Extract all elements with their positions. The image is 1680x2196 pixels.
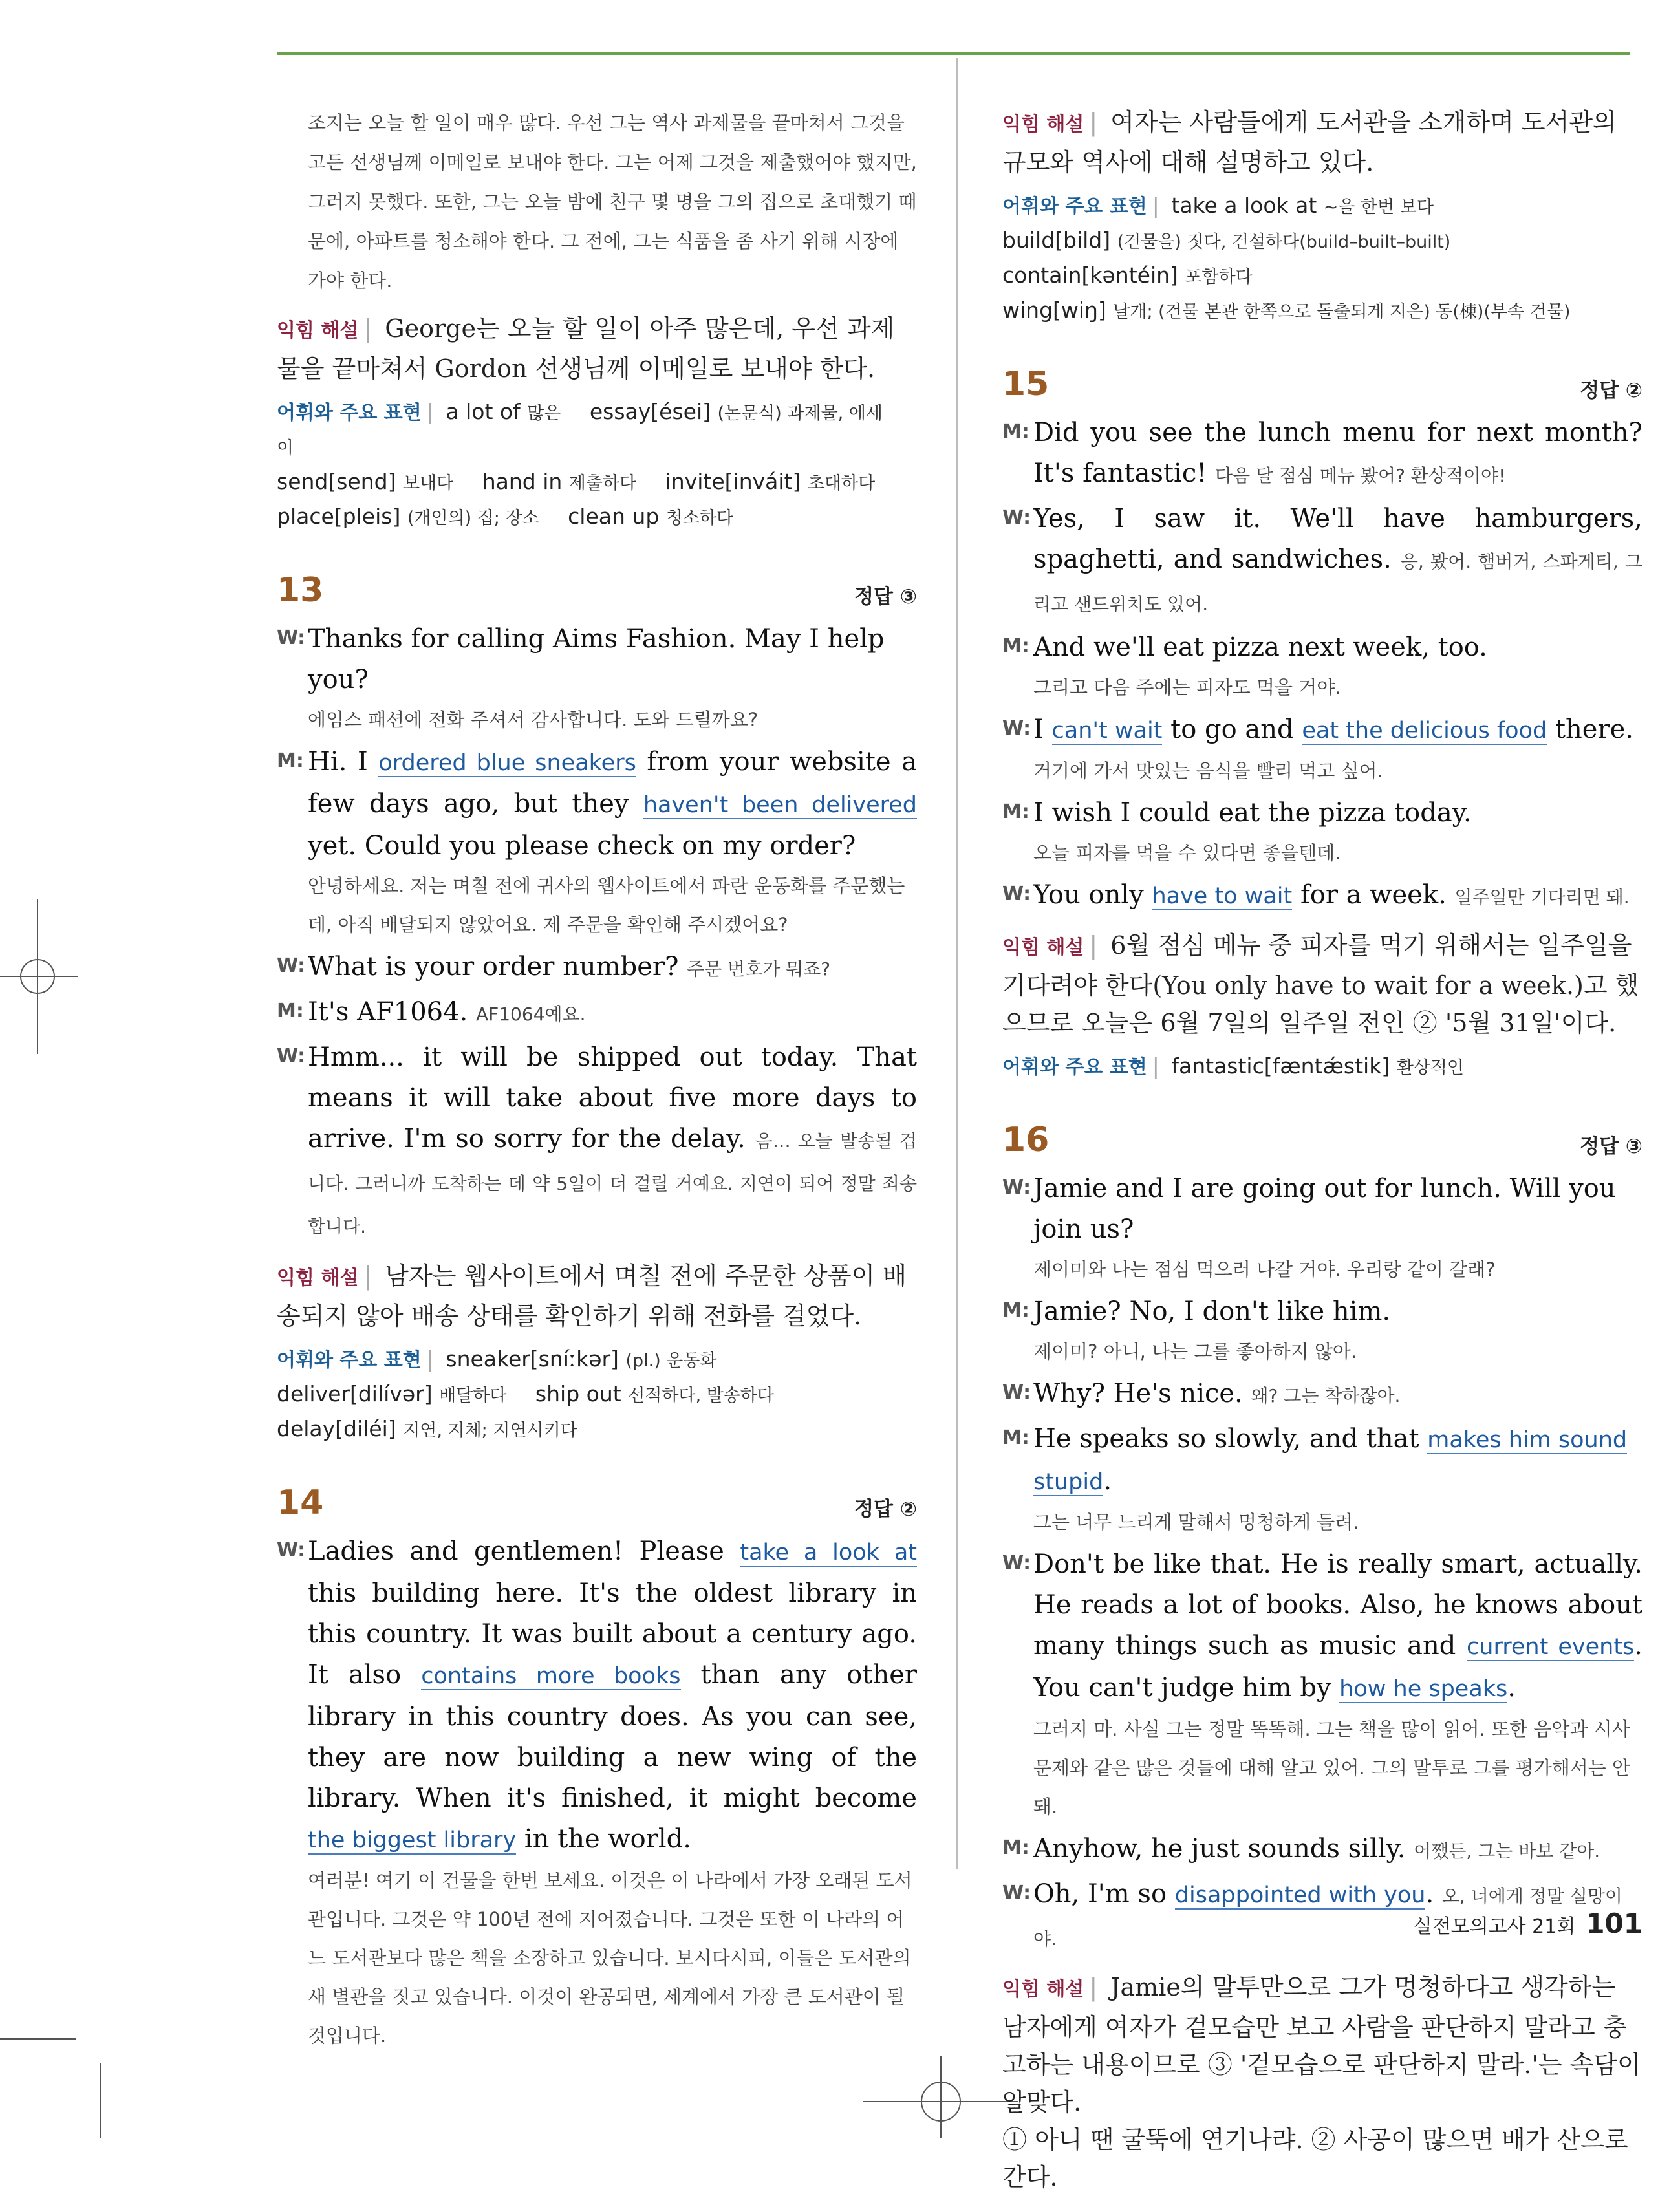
- vocab-term: deliver[dilívər]: [277, 1381, 433, 1406]
- korean-translation: 그는 너무 느리게 말해서 멍청하게 들려.: [1033, 1511, 1359, 1533]
- explanation-label: 익힘 해설: [1002, 936, 1084, 959]
- english-line: [1033, 499, 1642, 625]
- text-segment: Anyhow, he just sounds silly.: [1033, 1834, 1406, 1864]
- english-line: [308, 947, 917, 989]
- q15-explanation: 익힘 해설 | 6월 점심 메뉴 중 피자를 먹기 위해서는 일주일을 기다려야 한다(You only have to wait for a week.)고 했으므로 오늘은 6월 7일의 일주일 전인 ② '5월 31일'이다.: [1002, 931, 1639, 1037]
- text-segment: . You can't judge him by: [1033, 1631, 1642, 1703]
- english-line: And we'll eat pizza next week, too.: [1033, 632, 1487, 662]
- top-rule: [277, 52, 1630, 55]
- explanation-text: 6월 점심 메뉴 중 피자를 먹기 위해서는 일주일을 기다려야 한다(You only have to wait for a week.)고 했으므로 오늘은 6월 7일의 일주일 전인 ② '5월 31일'이다.: [1002, 931, 1639, 1037]
- column-divider: [956, 58, 958, 1869]
- korean-translation: 다음 달 점심 메뉴 봤어? 환상적이야!: [1215, 465, 1506, 486]
- english-line: [1033, 1373, 1642, 1416]
- vocab-gloss: 보내다: [402, 473, 454, 493]
- speaker-label: W:: [1002, 717, 1031, 740]
- key-phrase: ordered blue sneakers: [378, 750, 636, 776]
- q16-choices: ① 아니 땐 굴뚝에 연기나랴. ② 사공이 많으면 배가 산으로 간다.: [1002, 2126, 1628, 2191]
- vocab-term: fantastic[fæntǽstik]: [1171, 1053, 1390, 1079]
- vocab-gloss: (건물을) 짓다, 건설하다(build–built–built): [1117, 232, 1451, 252]
- english-line: I wish I could eat the pizza today.: [1033, 798, 1472, 828]
- speaker-label: W:: [277, 954, 306, 977]
- q14-explanation: 익힘 해설 | 여자는 사람들에게 도서관을 소개하며 도서관의 규모와 역사에 대해 설명하고 있다.: [1002, 108, 1617, 177]
- korean-translation: 오늘 피자를 먹을 수 있다면 좋을텐데.: [1033, 842, 1341, 864]
- dialogue-turn: [1002, 1291, 1642, 1371]
- dialogue-turn: [277, 1037, 917, 1247]
- q12-translation: 조지는 오늘 할 일이 매우 많다. 우선 그는 역사 과제물을 끝마쳐서 그것을 고든 선생님께 이메일로 보내야 한다. 그는 어제 그것을 제출했어야 했지만, 그러지 못했다. 또한, 그는 오늘 밤에 친구 몇 명을 그의 집으로 초대했기 때문에, 아파트를 청소해야 한다. 그 전에, 그는 식품을 좀 사기 위해 시장에 가야 한다.: [308, 112, 917, 292]
- text-segment: .: [1103, 1466, 1112, 1496]
- vocab-gloss: 배달하다: [439, 1386, 507, 1406]
- vocab-gloss: (pl.) 운동화: [625, 1351, 717, 1371]
- english-line: [1033, 413, 1642, 496]
- dialogue-turn: [1002, 499, 1642, 625]
- key-phrase: makes him sound stupid: [1033, 1427, 1628, 1495]
- text-segment: You only: [1033, 880, 1144, 910]
- korean-translation: 어쨌든, 그는 바보 같아.: [1414, 1840, 1600, 1862]
- q14-vocab: 어휘와 주요 표현 | take a look at ~을 한번 보다 build[bild] (건물을) 짓다, 건설하다(build–built–built) contain[kəntéin] 포함하다 wing[wiŋ] 날개; (건물 본관 한쪽으로 돌출되게 지은) 동(棟)(부속 건물): [1002, 193, 1571, 323]
- text-segment: I: [1033, 715, 1044, 744]
- korean-translation: 제이미? 아니, 나는 그를 좋아하지 않아.: [1033, 1340, 1357, 1362]
- page-footer: [1414, 1908, 1642, 1939]
- crop-mark-left: [0, 899, 78, 1054]
- q12-vocab: 어휘와 주요 표현 | a lot of 많은 essay[ései] (논문식) 과제물, 에세이 send[send] 보내다 hand in 제출하다 invite[inváit] 초대하다 place[pleis] (개인의) 집; 장소 clean up 청소하다: [277, 399, 883, 529]
- dialogue-turn: [1002, 1168, 1642, 1289]
- explanation-label: 익힘 해설: [277, 1267, 359, 1289]
- key-phrase: eat the delicious food: [1302, 718, 1547, 744]
- vocab-term: wing[wiŋ]: [1002, 297, 1106, 323]
- speaker-label: W:: [277, 1539, 306, 1562]
- korean-translation: 음… 오늘 발송될 겁니다. 그러니까 도착하는 데 약 5일이 더 걸릴 거예요. 지연이 되어 정말 죄송합니다.: [308, 1130, 917, 1237]
- text-segment: Ladies and gentlemen! Please: [308, 1536, 724, 1566]
- vocab-term: essay[ései]: [589, 399, 711, 424]
- text-segment: Did you see the lunch menu for next month? It's fantastic!: [1033, 418, 1642, 488]
- korean-translation: 그러지 마. 사실 그는 정말 똑똑해. 그는 책을 많이 읽어. 또한 음악과 시사 문제와 같은 많은 것들에 대해 알고 있어. 그의 말투로 그를 평가해서는 안 돼.: [1033, 1718, 1631, 1818]
- text-segment: Don't be like that. He is really smart, actually. He reads a lot of books. Also, he knows about many things such as music and: [1033, 1549, 1642, 1661]
- vocab-gloss: 지연, 지체; 지연시키다: [403, 1421, 577, 1441]
- vocab-term: delay[diléi]: [277, 1416, 396, 1441]
- english-line: Thanks for calling Aims Fashion. May I help you?: [308, 624, 885, 694]
- explanation-label: 익힘 해설: [277, 319, 359, 342]
- english-line: [1033, 1419, 1642, 1503]
- dialogue-turn: [1002, 627, 1642, 707]
- dialogue-turn: [277, 1531, 917, 2055]
- speaker-label: W:: [1002, 506, 1031, 529]
- answer-label: 정답 ②: [1580, 379, 1642, 402]
- question-number: 13: [277, 571, 324, 610]
- dialogue-turn: [1002, 1829, 1642, 1871]
- vocab-term: place[pleis]: [277, 504, 401, 529]
- vocab-gloss: 제출하다: [568, 473, 637, 493]
- speaker-label: W:: [1002, 1176, 1031, 1199]
- dialogue-turn: [1002, 1419, 1642, 1542]
- vocab-term: hand in: [482, 469, 563, 494]
- key-phrase: disappointed with you: [1174, 1882, 1426, 1908]
- dialogue-turn: [1002, 413, 1642, 496]
- text-segment: Hi. I: [308, 747, 368, 777]
- explanation-label: 익힘 해설: [1002, 1978, 1084, 2001]
- vocab-label: 어휘와 주요 표현: [1002, 1056, 1147, 1079]
- korean-translation: 거기에 가서 맛있는 음식을 빨리 먹고 싶어.: [1033, 760, 1383, 782]
- korean-translation: 에임스 패션에 전화 주셔서 감사합니다. 도와 드릴까요?: [308, 709, 759, 731]
- korean-translation: 오, 너에게 정말 실망이야.: [1033, 1886, 1622, 1950]
- vocab-term: build[bild]: [1002, 228, 1111, 253]
- speaker-label: M:: [277, 749, 304, 772]
- vocab-gloss: (논문식) 과제물, 에세이: [277, 404, 883, 458]
- text-segment: yet. Could you please check on my order?: [308, 831, 856, 861]
- speaker-label: M:: [1002, 1836, 1029, 1859]
- explanation-label: 익힘 해설: [1002, 113, 1084, 136]
- vocab-label: 어휘와 주요 표현: [277, 1349, 422, 1372]
- korean-translation: 그리고 다음 주에는 피자도 먹을 거야.: [1033, 676, 1341, 698]
- vocab-gloss: 초대하다: [807, 473, 876, 493]
- english-line: Jamie and I are going out for lunch. Will you join us?: [1033, 1174, 1616, 1244]
- dialogue-turn: [277, 619, 917, 739]
- q16-header: [1002, 1121, 1642, 1166]
- vocab-gloss: 청소하다: [665, 508, 734, 528]
- vocab-label: 어휘와 주요 표현: [277, 402, 422, 424]
- vocab-gloss: (개인의) 집; 장소: [407, 508, 539, 528]
- korean-translation: AF1064예요.: [475, 1004, 586, 1025]
- english-line: [1033, 709, 1642, 751]
- text-segment: .: [1507, 1673, 1516, 1703]
- answer-label: 정답 ③: [1580, 1135, 1642, 1158]
- korean-translation: 제이미와 나는 점심 먹으러 나갈 거야. 우리랑 같이 갈래?: [1033, 1258, 1496, 1280]
- speaker-label: W:: [1002, 883, 1031, 905]
- text-segment: there.: [1555, 715, 1633, 744]
- vocab-term: take a look at: [1171, 193, 1317, 218]
- speaker-label: M:: [1002, 1299, 1029, 1322]
- dialogue-turn: [277, 992, 917, 1035]
- question-number: 15: [1002, 365, 1050, 404]
- question-number: 16: [1002, 1121, 1050, 1159]
- explanation-text: 남자는 웹사이트에서 며칠 전에 주문한 상품이 배송되지 않아 배송 상태를 확인하기 위해 전화를 걸었다.: [277, 1262, 907, 1330]
- vocab-label: 어휘와 주요 표현: [1002, 195, 1147, 218]
- vocab-term: invite[inváit]: [665, 469, 801, 494]
- text-segment: Why? He's nice.: [1033, 1379, 1243, 1408]
- speaker-label: M:: [1002, 1426, 1029, 1449]
- speaker-label: W:: [277, 1045, 306, 1068]
- q13-explanation: 익힘 해설 | 남자는 웹사이트에서 며칠 전에 주문한 상품이 배송되지 않아 배송 상태를 확인하기 위해 전화를 걸었다.: [277, 1262, 907, 1330]
- text-segment: Oh, I'm so: [1033, 1879, 1167, 1909]
- speaker-label: M:: [277, 1000, 304, 1022]
- dialogue-turn: [277, 742, 917, 944]
- korean-translation: 왜? 그는 착하잖아.: [1251, 1385, 1401, 1406]
- explanation-text: Jamie의 말투만으로 그가 멍청하다고 생각하는 남자에게 여자가 겉모습만 보고 사람을 판단하지 말라고 충고하는 내용이므로 ③ '겉모습으로 판단하지 말라.'는 속담이 알맞다.: [1002, 1973, 1641, 2116]
- vocab-term: clean up: [568, 504, 660, 529]
- key-phrase: contains more books: [421, 1663, 681, 1689]
- corner-mark: [0, 2037, 103, 2138]
- korean-translation: 안녕하세요. 저는 며칠 전에 귀사의 웹사이트에서 파란 운동화를 주문했는데, 아직 배달되지 않았어요. 제 주문을 확인해 주시겠어요?: [308, 875, 905, 936]
- q14-header: [277, 1483, 917, 1529]
- vocab-term: contain[kəntéin]: [1002, 263, 1178, 288]
- vocab-gloss: 많은: [527, 404, 561, 424]
- text-segment: to go and: [1170, 715, 1294, 744]
- text-segment: .: [1425, 1879, 1434, 1909]
- q13-header: [277, 571, 917, 616]
- dialogue-turn: [277, 947, 917, 989]
- english-line: [1033, 1544, 1642, 1710]
- vocab-term: sneaker[sníːkər]: [446, 1346, 619, 1372]
- korean-translation: 응, 봤어. 햄버거, 스파게티, 그리고 샌드위치도 있어.: [1033, 551, 1643, 615]
- right-column: [1002, 103, 1642, 2196]
- page-number: 101: [1586, 1908, 1642, 1939]
- q13-vocab: 어휘와 주요 표현 | sneaker[sníːkər] (pl.) 운동화 deliver[dilívər] 배달하다 ship out 선적하다, 발송하다 delay[diléi] 지연, 지체; 지연시키다: [277, 1346, 775, 1441]
- exam-title: 실전모의고사 21회: [1413, 1915, 1576, 1938]
- dialogue-turn: [1002, 793, 1642, 872]
- korean-translation: 여러분! 여기 이 건물을 한번 보세요. 이것은 이 나라에서 가장 오래된 도서관입니다. 그것은 약 100년 전에 지어졌습니다. 그것은 또한 이 나라의 어느 도서관보다 많은 책을 소장하고 있습니다. 보시다시피, 이들은 도서관의 새 별관을 짓고 있습니다. 이것이 완공되면, 세계에서 가장 큰 도서관이 될 것입니다.: [308, 1869, 912, 2047]
- key-phrase: the biggest library: [308, 1827, 517, 1853]
- text-segment: What is your order number?: [308, 952, 679, 982]
- explanation-text: George는 오늘 할 일이 아주 많은데, 우선 과제물을 끝마쳐서 Gordon 선생님께 이메일로 보내야 한다.: [277, 314, 895, 383]
- text-segment: for a week.: [1300, 880, 1447, 910]
- explanation-text: 여자는 사람들에게 도서관을 소개하며 도서관의 규모와 역사에 대해 설명하고 있다.: [1002, 108, 1617, 177]
- dialogue-turn: [1002, 875, 1642, 918]
- text-segment: Hmm... it will be shipped out today. That means it will take about five more days to arrive. I'm so sorry for the delay.: [308, 1042, 917, 1154]
- vocab-term: a lot of: [446, 399, 521, 424]
- key-phrase: haven't been delivered: [643, 792, 918, 818]
- answer-label: 정답 ②: [854, 1498, 917, 1521]
- speaker-label: W:: [1002, 1381, 1031, 1404]
- english-line: [308, 1531, 917, 1861]
- speaker-label: M:: [1002, 635, 1029, 658]
- english-line: [1033, 875, 1642, 918]
- text-segment: Yes, I saw it. We'll have hamburgers, spaghetti, and sandwiches.: [1033, 504, 1642, 574]
- text-segment: It's AF1064.: [308, 997, 468, 1027]
- vocab-gloss: 선적하다, 발송하다: [628, 1386, 775, 1406]
- vocab-gloss: 환상적인: [1396, 1058, 1465, 1078]
- text-segment: from your website a few days ago, but they: [308, 747, 918, 819]
- key-phrase: can't wait: [1051, 718, 1163, 744]
- english-line: [308, 992, 917, 1035]
- english-line: [308, 742, 917, 867]
- q12-explanation: 익힘 해설 | George는 오늘 할 일이 아주 많은데, 우선 과제물을 끝마쳐서 Gordon 선생님께 이메일로 보내야 한다.: [277, 314, 895, 383]
- speaker-label: W:: [1002, 1882, 1031, 1904]
- english-line: [1033, 1829, 1642, 1871]
- korean-translation: 일주일만 기다리면 돼.: [1454, 887, 1630, 908]
- q15-header: [1002, 365, 1642, 410]
- left-column: [277, 103, 917, 2055]
- question-number: 14: [277, 1483, 324, 1522]
- speaker-label: M:: [1002, 420, 1029, 443]
- dialogue-turn: [1002, 709, 1642, 790]
- text-segment: He speaks so slowly, and that: [1033, 1424, 1419, 1454]
- text-segment: than any other library in this country does. As you can see, they are now building a new wing of the library. When it's finished, it might become: [308, 1660, 917, 1813]
- vocab-gloss: 포함하다: [1185, 267, 1253, 287]
- key-phrase: have to wait: [1152, 883, 1293, 909]
- speaker-label: M:: [1002, 801, 1029, 823]
- dialogue-turn: [1002, 1373, 1642, 1416]
- text-segment: in the world.: [524, 1824, 691, 1854]
- text-segment: this building here. It's the oldest library in this country. It was built about a century ago. It also: [308, 1578, 917, 1690]
- vocab-gloss: ~을 한번 보다: [1323, 197, 1434, 217]
- english-line: [308, 1037, 917, 1247]
- english-line: Jamie? No, I don't like him.: [1033, 1297, 1391, 1326]
- answer-label: 정답 ③: [854, 585, 917, 608]
- vocab-gloss: 날개; (건물 본관 한쪽으로 돌출되게 지은) 동(棟)(부속 건물): [1113, 302, 1571, 322]
- key-phrase: how he speaks: [1339, 1676, 1508, 1702]
- korean-translation: 주문 번호가 뭐죠?: [687, 958, 831, 980]
- q16-explanation: 익힘 해설 | Jamie의 말투만으로 그가 멍청하다고 생각하는 남자에게 여자가 겉모습만 보고 사람을 판단하지 말라고 충고하는 내용이므로 ③ '겉모습으로 판단하지 말라.'는 속담이 알맞다.: [1002, 1973, 1641, 2116]
- key-phrase: take a look at: [740, 1540, 917, 1566]
- speaker-label: W:: [1002, 1552, 1031, 1575]
- key-phrase: current events: [1467, 1634, 1635, 1660]
- vocab-term: send[send]: [277, 469, 396, 494]
- q15-vocab: 어휘와 주요 표현 | fantastic[fæntǽstik] 환상적인: [1002, 1053, 1465, 1079]
- speaker-label: W:: [277, 627, 306, 649]
- dialogue-turn: [1002, 1544, 1642, 1826]
- vocab-term: ship out: [535, 1381, 621, 1406]
